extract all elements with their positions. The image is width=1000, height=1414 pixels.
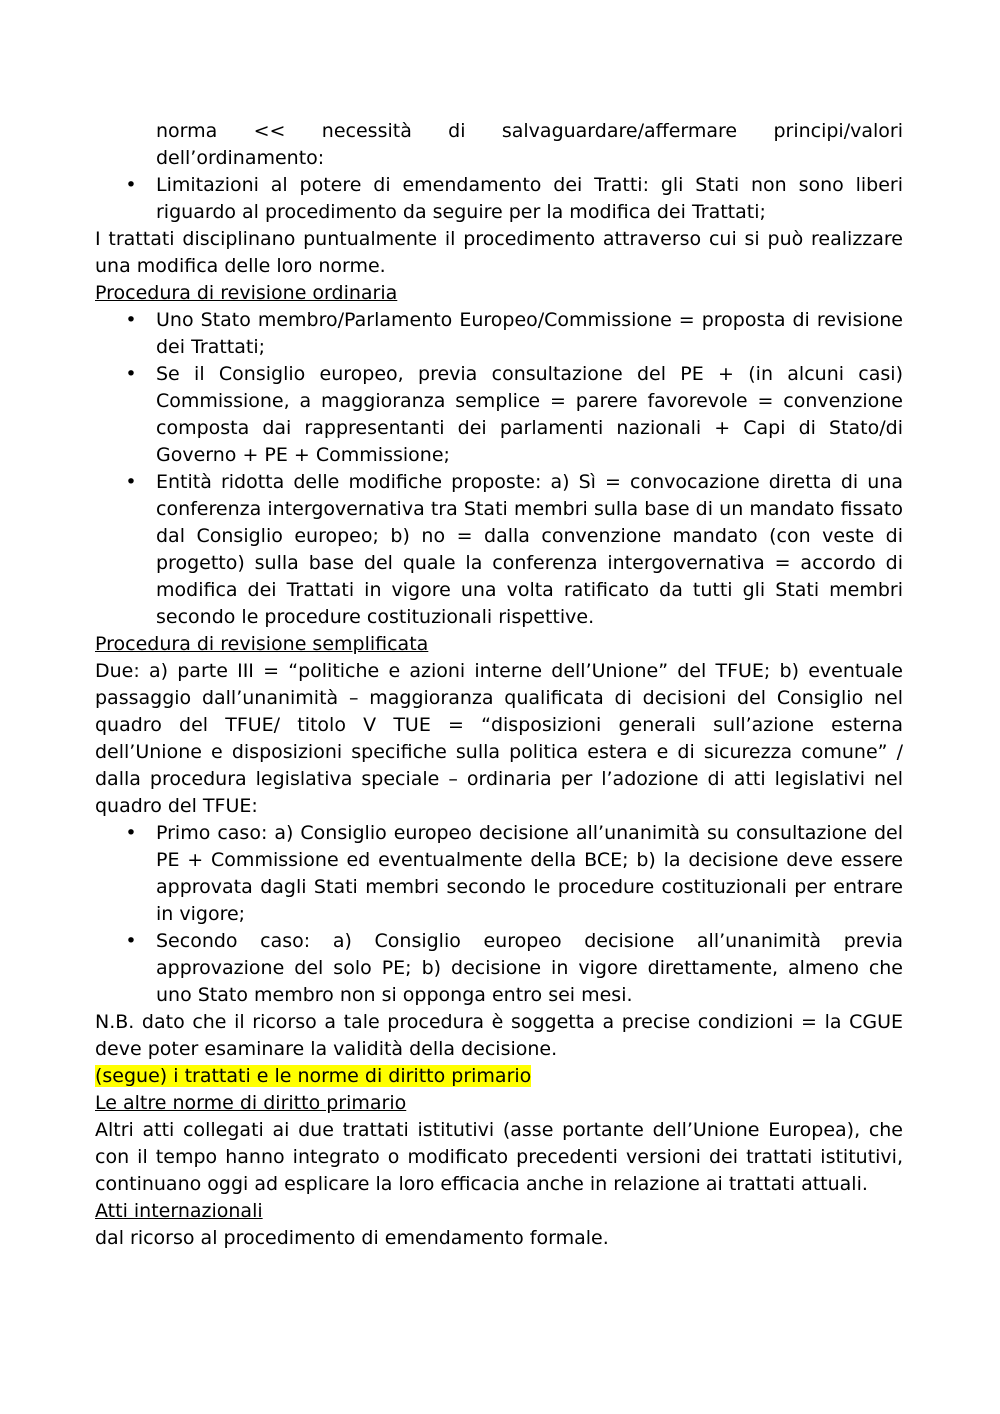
bullet-list-intro bbox=[95, 172, 903, 226]
bullet-icon: • bbox=[125, 930, 137, 952]
highlighted-heading: (segue) i trattati e le norme di diritto primario bbox=[95, 1065, 532, 1087]
list-item-text: Entità ridotta delle modifiche proposte: a) Sì = convocazione diretta di una conferenza intergovernativa tra Stati membri sulla base di un mandato fissato dal Consiglio europeo; b) no = dalla convenzione mandato (con veste di progetto) sulla base del quale la conferenza intergovernativa = accordo di modifica dei Trattati in vigore una volta ratificato da tutti gli Stati membri secondo le procedure costituzionali rispettive. bbox=[156, 471, 903, 628]
list-item-text: Se il Consiglio europeo, previa consultazione del PE + (in alcuni casi) Commissione, a maggioranza semplice = parere favorevole = convenzione composta dai rappresentanti dei parlamenti nazionali + Capi di Stato/di Governo + PE + Commissione; bbox=[156, 363, 903, 466]
list-item bbox=[95, 820, 903, 928]
paragraph-other-norms: Altri atti collegati ai due trattati istitutivi (asse portante dell’Unione Europea), che con il tempo hanno integrato o modificato precedenti versioni dei trattati istitutivi, continuano oggi ad esplicare la loro efficacia anche in relazione ai trattati attuali. bbox=[95, 1119, 903, 1195]
bullet-icon: • bbox=[125, 471, 137, 493]
heading-ordinary-revision: Procedura di revisione ordinaria bbox=[95, 282, 398, 304]
bullet-list-ordinary bbox=[95, 307, 903, 631]
list-item-text: Limitazioni al potere di emendamento dei Tratti: gli Stati non sono liberi riguardo al procedimento da seguire per la modifica dei Trattati; bbox=[156, 174, 903, 223]
bullet-list-simplified bbox=[95, 820, 903, 1009]
list-item bbox=[95, 172, 903, 226]
list-item-text: Uno Stato membro/Parlamento Europeo/Commissione = proposta di revisione dei Trattati; bbox=[156, 309, 903, 358]
list-item bbox=[95, 307, 903, 361]
heading-other-norms: Le altre norme di diritto primario bbox=[95, 1092, 407, 1114]
continuation-text: norma << necessità di salvaguardare/affermare principi/valori dell’ordinamento: bbox=[156, 120, 903, 169]
list-item-text: Secondo caso: a) Consiglio europeo decisione all’unanimità previa approvazione del solo PE; b) decisione in vigore direttamente, almeno che uno Stato membro non si opponga entro sei mesi. bbox=[156, 930, 903, 1006]
highlight-heading-wrap bbox=[95, 1063, 903, 1090]
bullet-icon: • bbox=[125, 822, 137, 844]
paragraph-simplified-intro: Due: a) parte III = “politiche e azioni interne dell’Unione” del TFUE; b) eventuale passaggio dall’unanimità – maggioranza qualificata di decisioni del Consiglio nel quadro del TFUE/ titolo V TUE = “disposizioni generali sull’azione esterna dell’Unione e disposizioni specifiche sulla politica estera e di sicurezza comune” / dalla procedura legislativa speciale – ordinaria per l’adozione di atti legislativi nel quadro del TFUE: bbox=[95, 660, 903, 817]
paragraph-international-acts: dal ricorso al procedimento di emendamento formale. bbox=[95, 1227, 609, 1249]
bullet-icon: • bbox=[125, 309, 137, 331]
bullet-icon: • bbox=[125, 363, 137, 385]
list-item bbox=[95, 469, 903, 631]
list-item-text: Primo caso: a) Consiglio europeo decisione all’unanimità su consultazione del PE + Commissione ed eventualmente della BCE; b) la decisione deve essere approvata dagli Stati membri secondo le procedure costituzionali per entrare in vigore; bbox=[156, 822, 903, 925]
heading-simplified-revision: Procedura di revisione semplificata bbox=[95, 633, 429, 655]
document-page bbox=[95, 118, 903, 1252]
paragraph-treaties: I trattati disciplinano puntualmente il procedimento attraverso cui si può realizzare una modifica delle loro norme. bbox=[95, 228, 903, 277]
list-item bbox=[95, 361, 903, 469]
bullet-icon: • bbox=[125, 174, 137, 196]
list-item bbox=[95, 928, 903, 1009]
heading-international-acts: Atti internazionali bbox=[95, 1200, 263, 1222]
paragraph-nb: N.B. dato che il ricorso a tale procedura è soggetta a precise condizioni = la CGUE deve poter esaminare la validità della decisione. bbox=[95, 1011, 903, 1060]
